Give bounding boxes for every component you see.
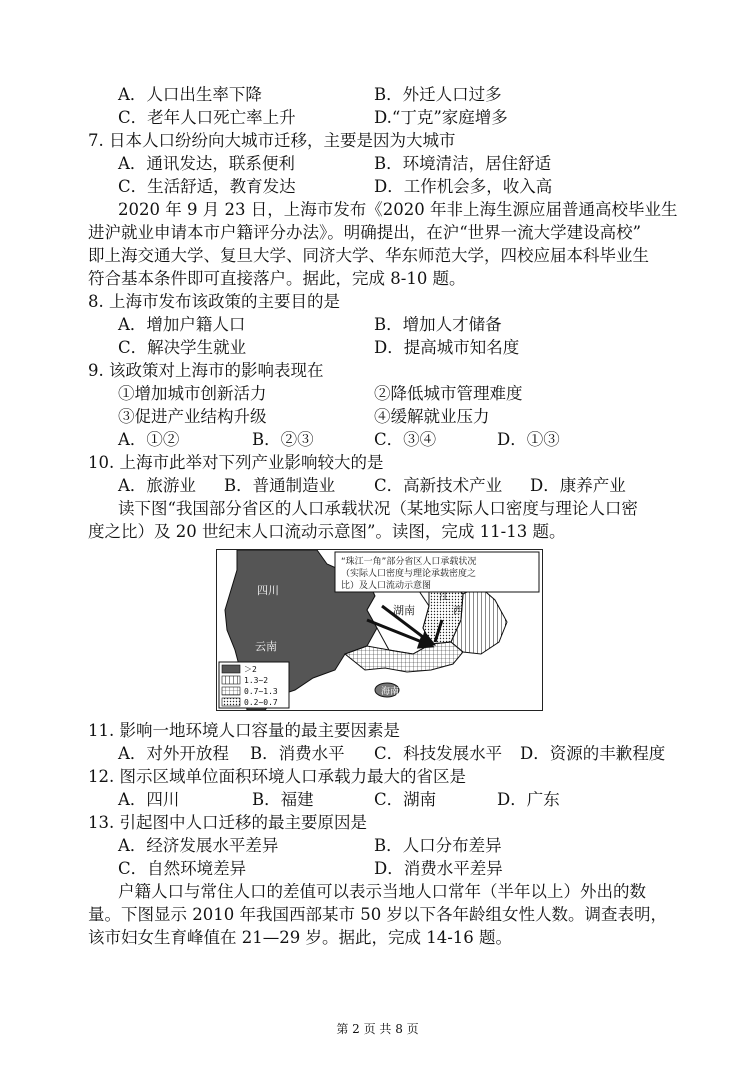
legend-item: 0.2~0.7 (244, 698, 278, 707)
q13-option-c: C．自然环境差异 (118, 859, 247, 878)
q7-option-d: D．工作机会多，收入高 (374, 177, 553, 196)
q13-stem: 13. 引起图中人口迁移的最主要原因是 (88, 813, 367, 832)
q8-option-d: D．提高城市知名度 (374, 338, 520, 357)
passage-3-line: 量。下图显示 2010 年我国西部某市 50 岁以下各年龄组女性人数。调查表明， (88, 905, 667, 924)
q10-option-a: A．旅游业 (118, 476, 196, 495)
passage-3-line: 该市妇女生育峰值在 21—29 岁。据此，完成 14-16 题。 (88, 928, 513, 947)
q6-option-d: D.“丁克”家庭增多 (374, 108, 508, 127)
label-xi: 西 (453, 606, 463, 617)
passage-2-line: 读下图“我国部分省区的人口承载状况（某地实际人口密度与理论人口密 (118, 499, 638, 518)
q11-option-a: A．对外开放程 (118, 744, 229, 763)
passage-3-line: 户籍人口与常住人口的差值可以表示当地人口常年（半年以上）外出的数 (118, 882, 646, 901)
q12-option-b: B．福建 (252, 790, 314, 809)
q9-option-a: A．①② (118, 430, 180, 449)
map-title-line: 比）及人口流动示意图 (341, 581, 432, 591)
legend-item: ＞2 (244, 665, 257, 674)
q9-statement-3: ③促进产业结构升级 (118, 407, 267, 426)
q6-option-a: A．人口出生率下降 (118, 85, 262, 104)
q12-option-d: D．广东 (497, 790, 560, 809)
legend-item: 0.7~1.3 (244, 687, 278, 696)
q10-option-b: B．普通制造业 (224, 476, 336, 495)
q10-option-c: C．高新技术产业 (374, 476, 503, 495)
q9-statement-2: ②降低城市管理难度 (374, 384, 523, 403)
q12-option-a: A．四川 (118, 790, 180, 809)
q8-stem: 8. 上海市发布该政策的主要目的是 (88, 292, 340, 311)
q9-option-b: B．②③ (252, 430, 314, 449)
population-map-figure (216, 549, 543, 711)
label-yunnan: 云南 (255, 640, 277, 653)
population-map (217, 550, 542, 710)
label-jiang: 江 (439, 592, 449, 603)
q7-option-c: C．生活舒适，教育发达 (118, 177, 296, 196)
map-legend (219, 662, 289, 708)
q7-stem: 7. 日本人口纷纷向大城市迁移，主要是因为大城市 (88, 131, 456, 150)
passage-1-line: 进沪就业申请本市户籍评分办法》。明确提出，在沪“世界一流大学建设高校” (88, 223, 642, 242)
label-hunan: 湖南 (393, 604, 415, 617)
q8-option-b: B．增加人才储备 (374, 315, 502, 334)
label-hainan: 海南 (381, 687, 400, 697)
q9-option-d: D．①③ (497, 430, 560, 449)
q7-option-a: A．通讯发达，联系便利 (118, 154, 295, 173)
map-title-line: “珠江一角”部分省区人口承载状况 (341, 557, 477, 567)
label-sichuan: 四川 (257, 584, 279, 597)
q11-option-c: C．科技发展水平 (374, 744, 503, 763)
q13-option-b: B．人口分布差异 (374, 836, 502, 855)
q9-statement-1: ①增加城市创新活力 (118, 384, 267, 403)
q9-option-c: C．③④ (374, 430, 437, 449)
q8-option-a: A．增加户籍人口 (118, 315, 246, 334)
page-number-footer: 第 2 页 共 8 页 (336, 1022, 419, 1036)
q11-stem: 11. 影响一地环境人口容量的最主要因素是 (88, 721, 400, 740)
q8-option-c: C．解决学生就业 (118, 338, 247, 357)
q10-stem: 10. 上海市此举对下列产业影响较大的是 (88, 453, 384, 472)
q9-statement-4: ④缓解就业压力 (374, 407, 490, 426)
q11-option-b: B．消费水平 (250, 744, 345, 763)
q12-stem: 12. 图示区域单位面积环境人口承载力最大的省区是 (88, 767, 466, 786)
q6-option-b: B．外迁人口过多 (374, 85, 502, 104)
map-title-line: （实际人口密度与理论承载密度之 (341, 569, 477, 579)
passage-2-line: 度之比）及 20 世纪末人口流动示意图”。读图，完成 11-13 题。 (88, 522, 566, 541)
q13-option-d: D．消费水平差异 (374, 859, 503, 878)
q6-option-c: C．老年人口死亡率上升 (118, 108, 296, 127)
passage-1-line: 2020 年 9 月 23 日，上海市发布《2020 年非上海生源应届普通高校毕业生 (118, 200, 678, 219)
q7-option-b: B．环境清洁，居住舒适 (374, 154, 552, 173)
q9-stem: 9. 该政策对上海市的影响表现在 (88, 361, 324, 380)
q11-option-d: D．资源的丰歉程度 (520, 744, 666, 763)
legend-item: 1.3~2 (244, 676, 269, 685)
passage-1-line: 符合基本条件即可直接落户。据此，完成 8-10 题。 (88, 269, 466, 288)
q13-option-a: A．经济发展水平差异 (118, 836, 279, 855)
q12-option-c: C．湖南 (374, 790, 437, 809)
q10-option-d: D．康养产业 (530, 476, 626, 495)
passage-1-line: 即上海交通大学、复旦大学、同济大学、华东师范大学，四校应届本科毕业生 (88, 246, 649, 265)
